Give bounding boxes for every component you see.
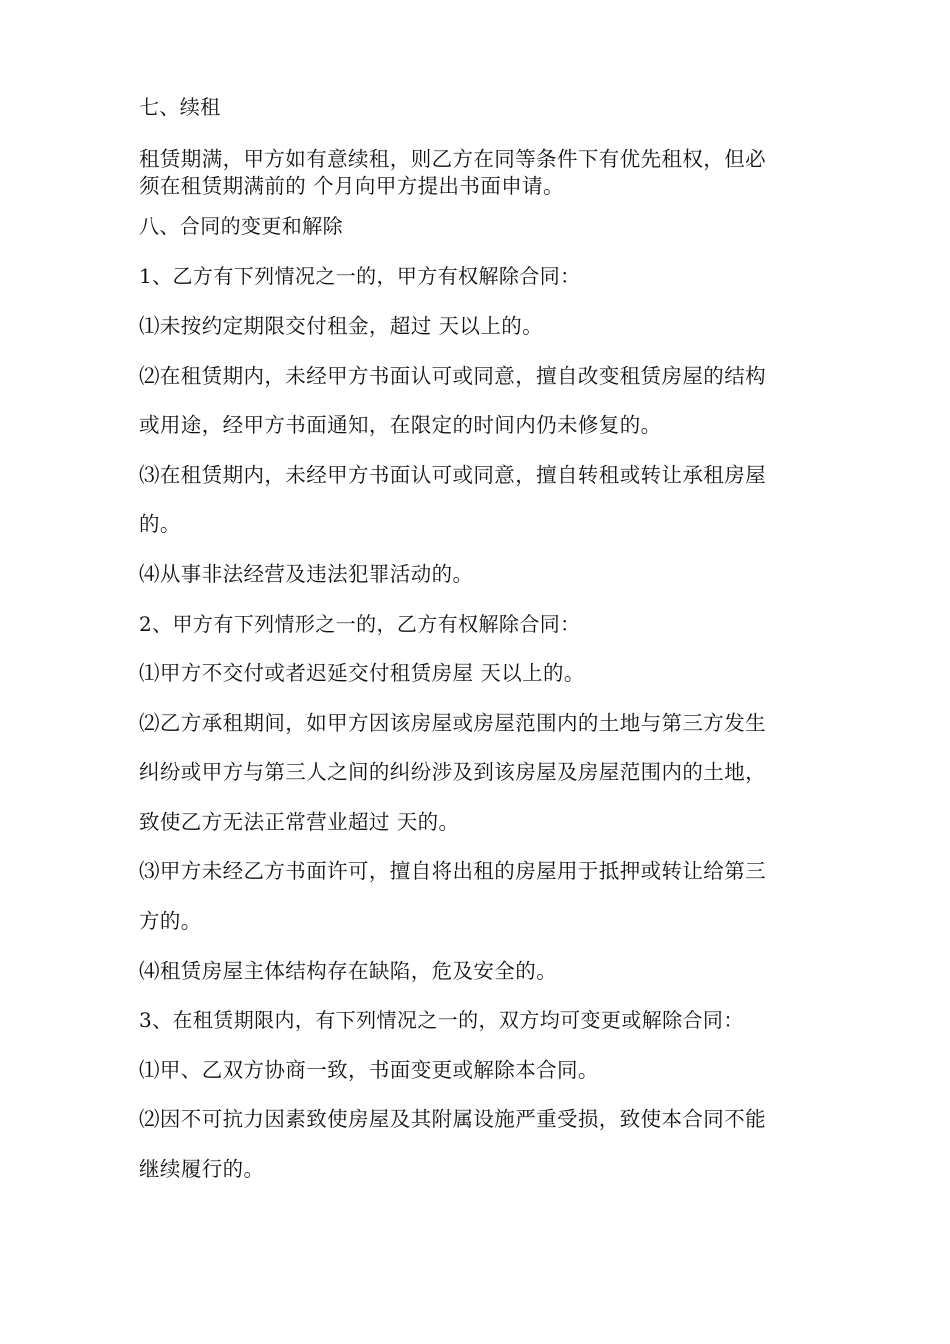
clause-2-item-2-line-2: 纠纷或甲方与第三人之间的纠纷涉及到该房屋及房屋范围内的土地， (139, 760, 766, 784)
clause-1-item-3-line-2: 的。 (139, 512, 181, 536)
section-7-paragraph-line-2: 须在租赁期满前的 个月向甲方提出书面申请。 (139, 174, 564, 198)
clause-2-item-4: ⑷租赁房屋主体结构存在缺陷，危及安全的。 (139, 959, 557, 983)
section-8-heading: 八、合同的变更和解除 (139, 214, 343, 238)
clause-1-item-1: ⑴未按约定期限交付租金，超过 天以上的。 (139, 314, 544, 338)
clause-3-item-1: ⑴甲、乙双方协商一致，书面变更或解除本合同。 (139, 1058, 599, 1082)
clause-3-item-2-line-2: 继续履行的。 (139, 1157, 265, 1181)
clause-2-item-2-line-3: 致使乙方无法正常营业超过 天的。 (139, 810, 460, 834)
clause-1-title: 1、乙方有下列情况之一的，甲方有权解除合同： (139, 264, 581, 288)
clause-1-item-2-line-2: 或用途，经甲方书面通知，在限定的时间内仍未修复的。 (139, 413, 662, 437)
clause-2-item-2-line-1: ⑵乙方承租期间，如甲方因该房屋或房屋范围内的土地与第三方发生 (139, 711, 766, 735)
clause-3-item-2-line-1: ⑵因不可抗力因素致使房屋及其附属设施严重受损，致使本合同不能 (139, 1107, 766, 1131)
clause-3-title: 3、在租赁期限内，有下列情况之一的，双方均可变更或解除合同： (139, 1008, 744, 1032)
clause-1-item-3-line-1: ⑶在租赁期内，未经甲方书面认可或同意，擅自转租或转让承租房屋 (139, 463, 766, 487)
clause-2-item-3-line-2: 方的。 (139, 909, 202, 933)
clause-1-item-4: ⑷从事非法经营及违法犯罪活动的。 (139, 562, 474, 586)
clause-1-item-2-line-1: ⑵在租赁期内，未经甲方书面认可或同意，擅自改变租赁房屋的结构 (139, 364, 766, 388)
clause-2-item-3-line-1: ⑶甲方未经乙方书面许可，擅自将出租的房屋用于抵押或转让给第三 (139, 859, 766, 883)
clause-2-item-1: ⑴甲方不交付或者迟延交付租赁房屋 天以上的。 (139, 661, 585, 685)
section-7-paragraph-line-1: 租赁期满，甲方如有意续租，则乙方在同等条件下有优先租权，但必 (139, 147, 766, 171)
section-7-heading: 七、续租 (139, 95, 221, 119)
clause-2-title: 2、甲方有下列情形之一的，乙方有权解除合同： (139, 612, 581, 636)
